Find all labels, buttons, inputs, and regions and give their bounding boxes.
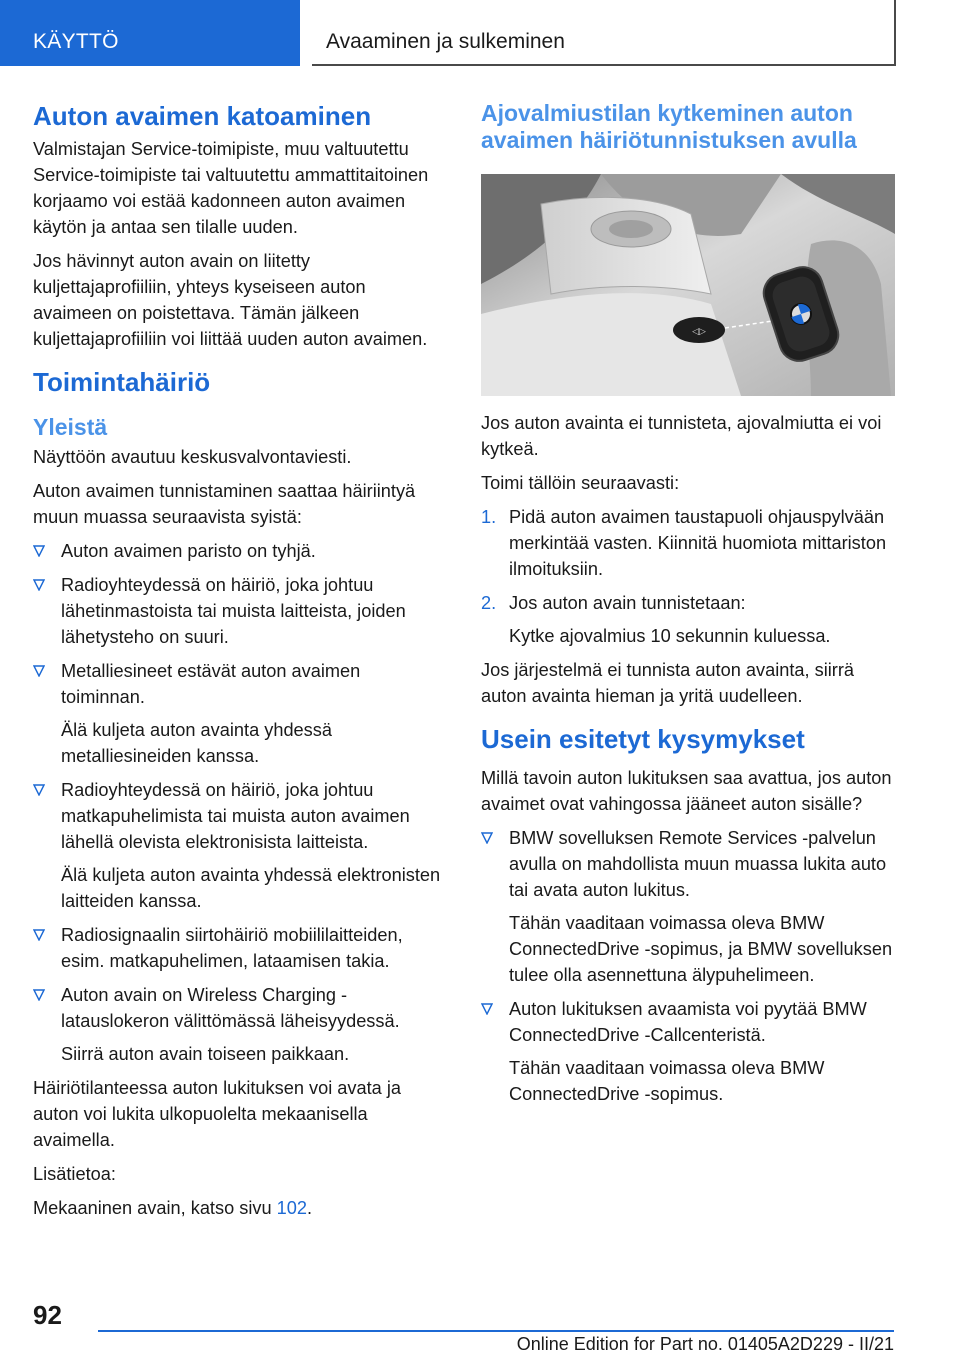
paragraph: Jos hävinnyt auton avain on liitetty kuljettajaprofiiliin, yhteys kyseiseen auton avaimeen on poistettava. Tämän jälkeen kuljettajaprofiiliin voi liittää uuden auton avaimen. <box>33 251 428 349</box>
paragraph: Jos auton avainta ei tunnisteta, ajovalmiutta ei voi kytkeä. <box>481 413 882 459</box>
list-item-note: Kytke ajovalmius 10 sekunnin kuluessa. <box>509 626 831 646</box>
list-item-text: Radioyhteydessä on häiriö, joka johtuu matkapuhelimista tai muista auton avaimen lähellä olevista elektronisista laitteista. <box>61 780 410 852</box>
list-item <box>481 825 895 988</box>
edition-footer: Online Edition for Part no. 01405A2D229 - II/21 <box>516 1334 894 1354</box>
list-item <box>481 504 895 582</box>
page-header <box>0 0 960 66</box>
step-number: 1. <box>481 507 497 527</box>
answers-list <box>481 825 895 1107</box>
list-item-note: Älä kuljeta auton avainta yhdessä elektronisten laitteiden kanssa. <box>61 865 441 911</box>
list-item-text: Pidä auton avaimen taustapuoli ohjauspylvään merkintää vasten. Kiinnitä huomiota mittariston ilmoituksiin. <box>509 507 887 579</box>
triangle-bullet-icon <box>33 665 45 677</box>
heading-drive-ready: Ajovalmiustilan kytkeminen auton avaimen häiriötunnistuksen avulla <box>481 100 857 153</box>
list-item-text: Auton lukituksen avaamista voi pyytää BMW ConnectedDrive -Callcenteristä. <box>509 999 867 1045</box>
right-column <box>481 100 895 1115</box>
list-item-text: BMW sovelluksen Remote Services -palvelun avulla on mahdollista muun muassa lukita auto tai avata auton lukitus. <box>509 828 887 900</box>
list-item-note: Tähän vaaditaan voimassa oleva BMW ConnectedDrive -sopimus. <box>509 1058 825 1104</box>
triangle-bullet-icon <box>33 989 45 1001</box>
list-item <box>481 590 895 649</box>
chapter-title: Avaaminen ja sulkeminen <box>312 0 896 66</box>
list-item-text: Radioyhteydessä on häiriö, joka johtuu lähetinmastoista tai muista laitteista, joiden lähetysteho on suuri. <box>61 575 406 647</box>
triangle-bullet-icon <box>33 545 45 557</box>
heading-general: Yleistä <box>33 414 108 440</box>
list-item-text: Jos auton avain tunnistetaan: <box>509 593 746 613</box>
cross-reference-end: . <box>307 1198 313 1218</box>
list-item <box>33 658 447 769</box>
page-number: 92 <box>33 1300 62 1330</box>
paragraph: Valmistajan Service-toimipiste, muu valtuutettu Service-toimipiste tai valtuutettu ammattitaitoinen korjaamo voi estää kadonneen auton avaimen käytön ja antaa sen tilalle uuden. <box>33 139 429 237</box>
footer-divider <box>98 1330 894 1332</box>
list-item-text: Radiosignaalin siirtohäiriö mobiililaitteiden, esim. matkapuhelimen, lataamisen takia. <box>61 925 403 971</box>
list-item-text: Auton avaimen paristo on tyhjä. <box>61 541 316 561</box>
list-item <box>33 982 447 1067</box>
heading-faq: Usein esitetyt kysymykset <box>481 724 805 754</box>
triangle-bullet-icon <box>481 832 493 844</box>
cross-reference-text: Mekaaninen avain, katso sivu <box>33 1198 277 1218</box>
triangle-bullet-icon <box>33 579 45 591</box>
list-item-note: Älä kuljeta auton avainta yhdessä metalliesineiden kanssa. <box>61 720 332 766</box>
paragraph: Jos järjestelmä ei tunnista auton avainta, siirrä auton avainta hieman ja yritä uudelleen. <box>481 660 855 706</box>
causes-list <box>33 538 447 1067</box>
list-item <box>33 538 447 564</box>
list-item-note: Tähän vaaditaan voimassa oleva BMW ConnectedDrive -sopimus, ja BMW sovelluksen tulee olla asennettuna älypuhelimeen. <box>509 913 893 985</box>
list-item <box>481 996 895 1107</box>
paragraph: Toimi tällöin seuraavasti: <box>481 473 680 493</box>
steering-column-key-illustration <box>481 174 895 396</box>
svg-text:◁▷: ◁▷ <box>692 326 706 336</box>
paragraph: Millä tavoin auton lukituksen saa avattua, jos auton avaimet ovat vahingossa jääneet auton sisälle? <box>481 768 892 814</box>
list-item-note: Siirrä auton avain toiseen paikkaan. <box>61 1044 350 1064</box>
triangle-bullet-icon <box>481 1003 493 1015</box>
page-link-102[interactable]: 102 <box>276 1198 308 1218</box>
paragraph: Häiriötilanteessa auton lukituksen voi avata ja auton voi lukita ulkopuolelta mekaanisella avaimella. <box>33 1078 402 1150</box>
heading-lost-key: Auton avaimen katoaminen <box>33 101 372 131</box>
triangle-bullet-icon <box>33 784 45 796</box>
paragraph: Näyttöön avautuu keskusvalvontaviesti. <box>33 447 352 467</box>
cross-reference <box>33 1195 447 1221</box>
list-item <box>33 922 447 974</box>
paragraph: Lisätietoa: <box>33 1164 116 1184</box>
heading-malfunction: Toimintahäiriö <box>33 367 211 397</box>
paragraph: Auton avaimen tunnistaminen saattaa häiriintyä muun muassa seuraavista syistä: <box>33 481 416 527</box>
section-tab: KÄYTTÖ <box>0 0 300 66</box>
steps-list <box>481 504 895 649</box>
list-item-text: Metalliesineet estävät auton avaimen toiminnan. <box>61 661 361 707</box>
step-number: 2. <box>481 593 497 613</box>
triangle-bullet-icon <box>33 929 45 941</box>
left-column <box>33 100 447 1229</box>
list-item-text: Auton avain on Wireless Charging -latauslokeron välittömässä läheisyydessä. <box>61 985 400 1031</box>
list-item <box>33 777 447 914</box>
list-item <box>33 572 447 650</box>
